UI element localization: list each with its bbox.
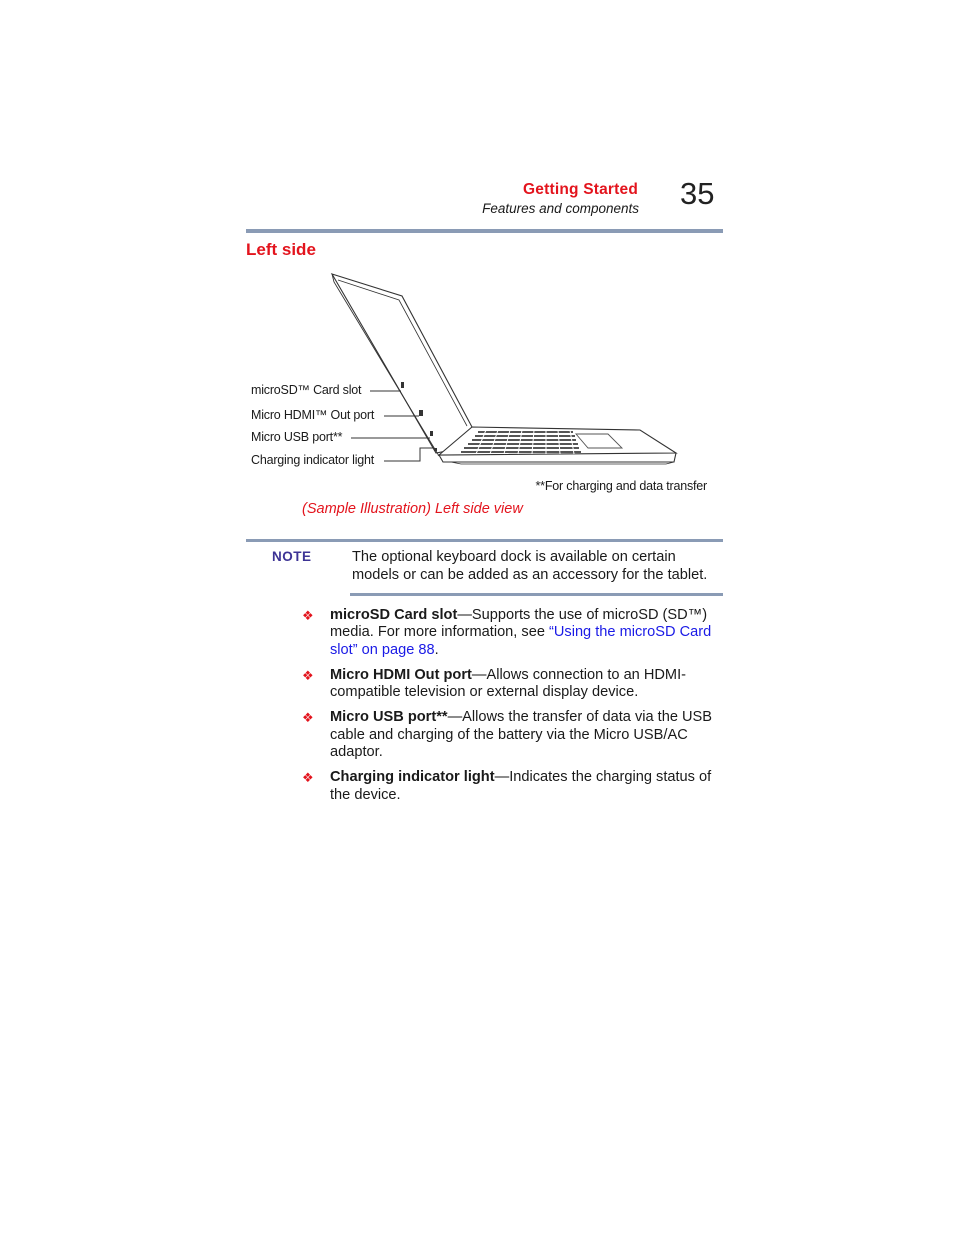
feature-term: Micro USB port** [330, 709, 448, 726]
figure-footnote: **For charging and data transfer [535, 479, 707, 493]
note-rule-top [246, 539, 723, 542]
chapter-subtitle: Features and components [482, 201, 639, 216]
note-text: The optional keyboard dock is available on certain models or can be added as an accessory for the tablet. [352, 549, 708, 583]
note-label: NOTE [272, 549, 312, 564]
feature-term: microSD Card slot [330, 607, 458, 623]
feature-term: Micro HDMI Out port [330, 666, 472, 683]
list-item [302, 667, 727, 702]
laptop-left-side-illustration [246, 268, 723, 498]
feature-desc-end: . [434, 641, 439, 658]
feature-desc: —Allows the transfer of data via the USB cable and charging of the battery via the Micro USB/AC adaptor. [330, 709, 713, 761]
page-number: 35 [680, 176, 715, 211]
bullet-icon: ❖ [302, 667, 314, 683]
feature-desc: —Supports the use of microSD (SD™) media. For more information, see [330, 607, 708, 641]
figure-caption: (Sample Illustration) Left side view [302, 501, 523, 517]
microsd-page-link[interactable]: “Using the microSD Card slot” on page 88 [330, 624, 712, 658]
bullet-icon: ❖ [302, 770, 314, 786]
list-item [302, 709, 727, 761]
feature-desc: —Indicates the charging status of the device. [330, 769, 712, 803]
feature-term: Charging indicator light [330, 769, 495, 786]
callout-charging-light: Charging indicator light [251, 453, 375, 467]
feature-list [302, 607, 727, 812]
list-item [302, 607, 727, 659]
callout-usb: Micro USB port** [251, 430, 343, 444]
list-item [302, 769, 727, 804]
header-rule [246, 229, 723, 233]
chapter-title: Getting Started [523, 181, 638, 198]
note-rule-bottom [350, 593, 723, 596]
bullet-icon: ❖ [302, 710, 314, 726]
callout-hdmi: Micro HDMI™ Out port [251, 408, 375, 422]
feature-desc: —Allows connection to an HDMI-compatible television or external display device. [330, 666, 686, 701]
bullet-icon: ❖ [302, 608, 314, 623]
section-title: Left side [246, 240, 316, 259]
callout-microsd: microSD™ Card slot [251, 383, 362, 397]
